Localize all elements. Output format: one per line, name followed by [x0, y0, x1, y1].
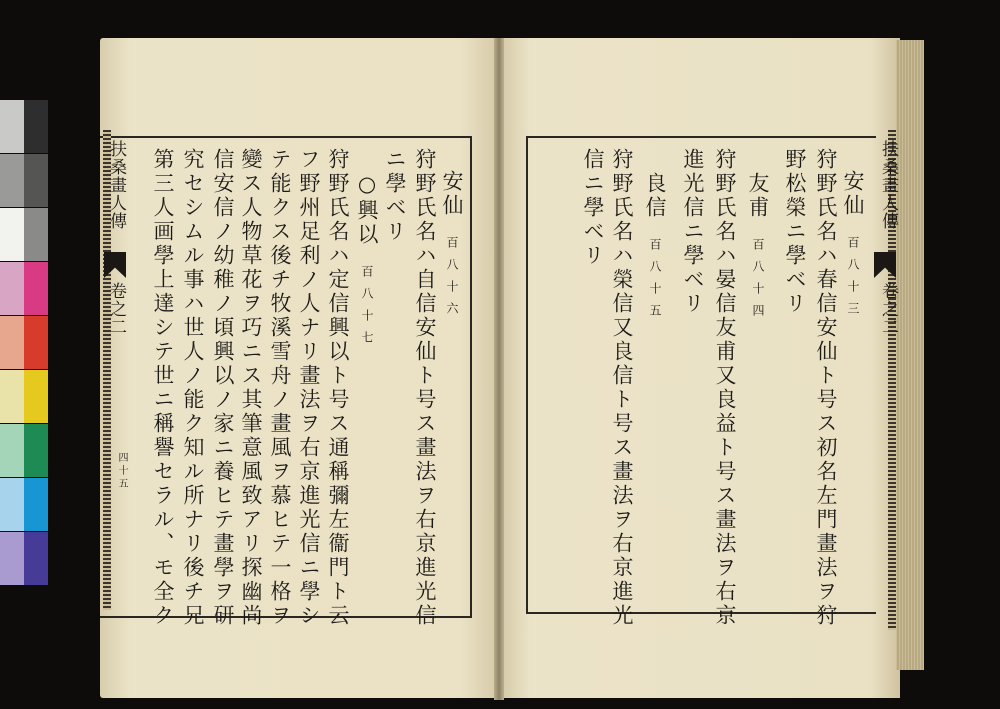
color-swatch-right-9 — [24, 532, 48, 585]
color-swatch-left-6 — [0, 370, 24, 423]
left-column-text: テ能クス後チ牧溪雪舟ノ畫風ヲ慕ヒテ一格ヲ — [268, 148, 292, 628]
color-swatch-right-4 — [24, 262, 48, 315]
color-swatch-left-9 — [0, 532, 24, 585]
right-margin-title: 扶桑畫人傳 — [878, 140, 898, 230]
color-swatch-right-7 — [24, 424, 48, 477]
color-swatch-left-4 — [0, 262, 24, 315]
left-column-text: 狩野氏名ハ自信安仙ト号ス畫法ヲ右京進光信 — [413, 148, 437, 628]
color-swatch-right-1 — [24, 100, 48, 153]
right-entry-number: 百八十三 — [846, 236, 860, 324]
right-column-text: 信ニ學ベリ — [581, 148, 605, 268]
left-column-text: 安仙 — [440, 170, 464, 218]
left-text-column — [380, 148, 410, 244]
color-checker-strip — [0, 100, 48, 590]
right-text-column — [811, 148, 841, 628]
color-swatch-right-2 — [24, 154, 48, 207]
color-swatch-right-6 — [24, 370, 48, 423]
left-text-column — [208, 148, 238, 628]
left-entry-number: 百八十六 — [445, 236, 459, 324]
book-gutter — [494, 38, 504, 700]
color-swatch-left-5 — [0, 316, 24, 369]
left-text-column — [323, 148, 353, 628]
right-column-text: 安仙 — [841, 170, 865, 218]
right-entry-number: 百八十五 — [648, 238, 662, 326]
right-column-text: 進光信ニ學ベリ — [681, 148, 705, 316]
right-text-column — [710, 148, 740, 628]
right-entry-number: 百八十四 — [751, 238, 765, 326]
right-column-text: 狩野氏名ハ晏信友甫又良益ト号ス畫法ヲ右京 — [713, 148, 737, 628]
right-text-column — [678, 148, 708, 316]
right-text-column — [607, 148, 637, 628]
left-margin-volume: 卷之二 — [106, 282, 126, 336]
left-entry-number: 百八十七 — [360, 265, 374, 353]
right-column-text: 野松榮ニ學ベリ — [783, 148, 807, 316]
left-text-column — [410, 148, 440, 628]
right-column-text: 狩野氏名ハ榮信又良信ト号ス畫法ヲ右京進光 — [610, 148, 634, 628]
left-margin-title: 扶桑畫人傳 — [106, 140, 126, 230]
left-text-column — [294, 148, 324, 628]
left-text-column — [178, 148, 208, 628]
left-column-text: ニ學ベリ — [383, 148, 407, 244]
left-column-text: 信安信ノ幼稚ノ頃興以ノ家ニ養ヒテ畫學ヲ研 — [211, 148, 235, 628]
page-edges — [896, 40, 924, 670]
color-swatch-right-3 — [24, 208, 48, 261]
left-column-text: フ野州足利ノ人ナリ畫法ヲ右京進光信ニ學シ — [297, 148, 321, 628]
color-swatch-right-5 — [24, 316, 48, 369]
left-column-text: 究セシムル事ハ世人ノ能ク知ル所ナリ後チ兄 — [181, 148, 205, 628]
color-swatch-left-8 — [0, 478, 24, 531]
color-swatch-left-3 — [0, 208, 24, 261]
right-margin-volume: 卷之二 — [878, 282, 898, 336]
left-text-column — [236, 148, 266, 628]
left-page-number: 四十五 — [116, 452, 127, 491]
color-swatch-right-8 — [24, 478, 48, 531]
left-text-column — [148, 148, 178, 628]
left-text-column — [265, 148, 295, 628]
left-text-column — [352, 172, 382, 353]
color-swatch-left-1 — [0, 100, 24, 153]
right-text-column — [640, 172, 670, 326]
right-text-column — [780, 148, 810, 316]
left-text-column — [437, 170, 467, 324]
right-text-column — [838, 170, 868, 324]
right-text-column — [578, 148, 608, 268]
left-column-text: ○興以 — [355, 172, 379, 247]
right-text-column — [743, 172, 773, 326]
left-column-text: 變ス人物草花ヲ巧ニス其筆意風致アリ探幽尚 — [239, 148, 263, 628]
left-column-text: 第三人画學上達シテ世ニ稱譽セラル、モ全ク — [151, 148, 175, 628]
color-swatch-left-7 — [0, 424, 24, 477]
color-swatch-left-2 — [0, 154, 24, 207]
right-column-text: 友甫 — [746, 172, 770, 220]
right-column-text: 狩野氏名ハ春信安仙ト号ス初名左門畫法ヲ狩 — [814, 148, 838, 628]
right-column-text: 良信 — [643, 172, 667, 220]
left-column-text: 狩野氏名ハ定信興以ト号ス通稱彌左衞門ト云 — [326, 148, 350, 628]
